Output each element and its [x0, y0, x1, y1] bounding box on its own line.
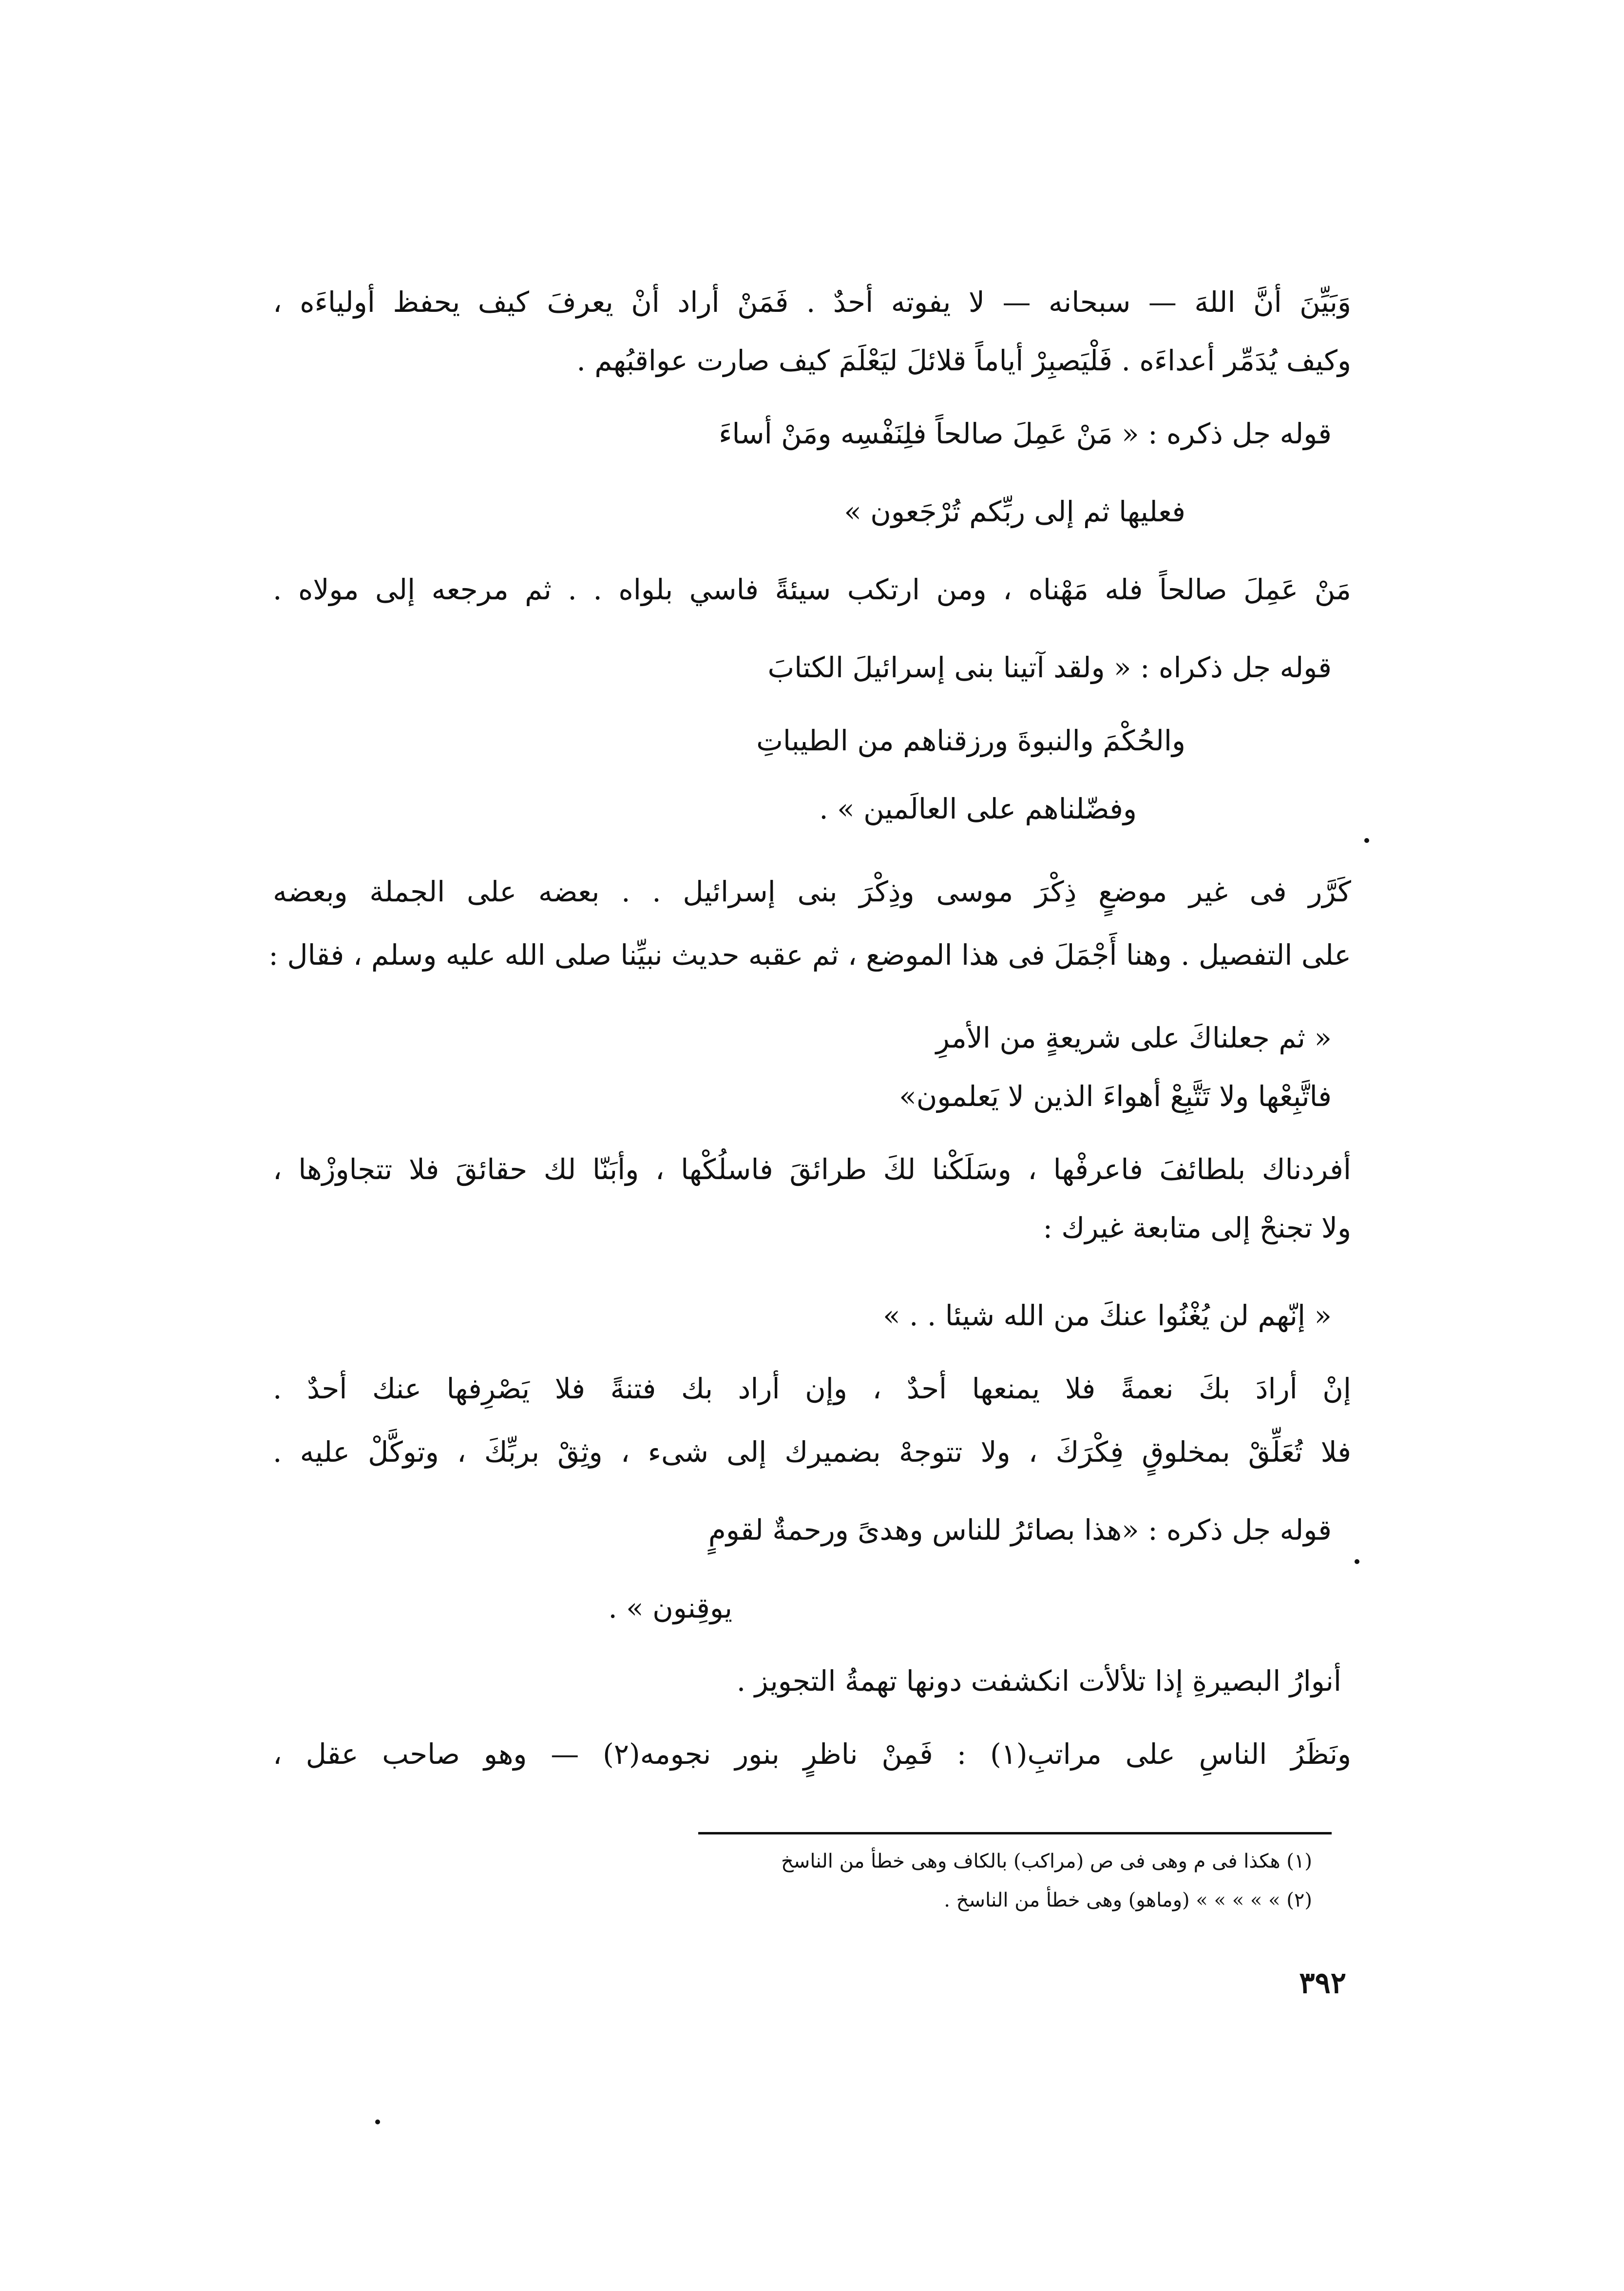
verse-heading-1: قوله جل ذكره : « مَنْ عَمِلَ صالحاً فلِنَفْسِه ومَنْ أساءَ — [719, 417, 1332, 450]
commentary-5b: ونَظَرُ الناسِ على مراتبِ(١) : فَمِنْ ناظرٍ بنور نجومه(٢) — وهو صاحب عقل ، — [273, 1737, 1352, 1771]
speck-mark — [1355, 1559, 1359, 1564]
verse-heading-5: قوله جل ذكره : «هذا بصائرُ للناس وهدىً ورحمةٌ لقومٍ — [708, 1513, 1332, 1546]
commentary-3b: ولا تجنحْ إلى متابعة غيرك : — [1043, 1211, 1351, 1244]
commentary-2b: على التفصيل . وهنا أَجْمَلَ فى هذا الموضع ، ثم عقبه حديث نبيِّنا صلى الله عليه وسلم ، فقال : — [268, 938, 1351, 972]
speck-mark — [1364, 838, 1369, 843]
text-line-2: وكيف يُدَمِّر أعداءَه . فَلْيَصبِرْ أياماً قلائلَ ليَعْلَمَ كيف صارت عواقبُهم . — [576, 344, 1351, 377]
verse-line-3b: فاتَّبِعْها ولا تَتَّبِعْ أهواءَ الذين لا يَعلمون» — [899, 1080, 1332, 1113]
commentary-4b: فلا تُعَلِّقْ بمخلوقٍ فِكْرَكَ ، ولا تتوجهْ بضميرك إلى شىء ، وثِقْ بربِّكَ ، وتوكَّلْ عليه . — [273, 1435, 1351, 1469]
commentary-1: مَنْ عَمِلَ صالحاً فله مَهْناه ، ومن ارتكب سيئةً فاسي بلواه . . ثم مرجعه إلى مولاه . — [273, 573, 1351, 606]
commentary-3a: أفردناك بلطائفَ فاعرفْها ، وسَلَكْنا لكَ طرائقَ فاسلُكْها ، وأبَنّا لك حقائقَ فلا تتجاوزْها ، — [273, 1153, 1351, 1186]
speck-mark — [375, 2119, 380, 2124]
verse-line-2b: والحُكْمَ والنبوةَ ورزقناهم من الطيباتِ — [756, 724, 1185, 757]
commentary-2a: كَرَّر فى غير موضعٍ ذِكْرَ موسى وذِكْرَ بنى إسرائيل . . بعضه على الجملة وبعضه — [273, 875, 1351, 908]
page-number: ٣٩٢ — [1299, 1966, 1346, 2000]
verse-line-5b: يوقِنون » . — [608, 1591, 732, 1624]
verse-line-1b: فعليها ثم إلى ربِّكم تُرْجَعون » — [844, 495, 1185, 528]
commentary-5a: أنوارُ البصيرةِ إذا تلألأت انكشفت دونها تهمةُ التجويز . — [736, 1664, 1341, 1698]
footnote-rule — [698, 1832, 1332, 1834]
verse-line-3a: « ثم جعلناكَ على شريعةٍ من الأمرِ — [936, 1021, 1332, 1054]
verse-line-2c: وفضّلناهم على العالَمين » . — [819, 792, 1137, 825]
verse-line-4: « إنّهم لن يُغْنُوا عنكَ من الله شيئا . . » — [883, 1299, 1332, 1332]
text-line-1: وَبَيِّنَ أنَّ اللهَ — سبحانه — لا يفوته أحدٌ . فَمَنْ أراد أنْ يعرفَ كيف يحفظ أولياءَه ، — [273, 286, 1351, 319]
commentary-4a: إنْ أرادَ بكَ نعمةً فلا يمنعها أحدٌ ، وإن أراد بك فتنةً فلا يَصْرِفها عنك أحدٌ . — [273, 1372, 1351, 1405]
footnote-1: (١) هكذا فى م وهى فى ص (مراكب) بالكاف وهى خطأ من الناسخ — [781, 1850, 1312, 1872]
verse-heading-2: قوله جل ذكراه : « ولقد آتينا بنى إسرائيلَ الكتابَ — [767, 651, 1332, 684]
footnote-2: (٢) » » » » » (وماهو) وهى خطأ من الناسخ . — [944, 1889, 1312, 1911]
